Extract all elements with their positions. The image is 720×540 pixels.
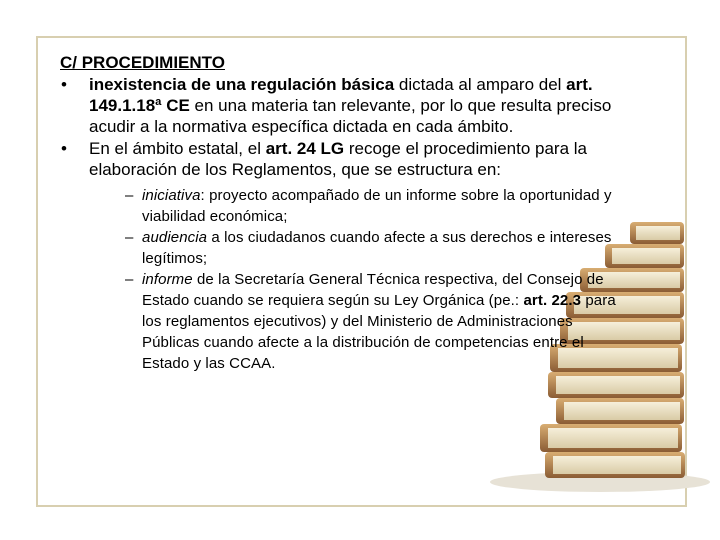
section-heading: C/ PROCEDIMIENTO (60, 53, 225, 72)
sub-item-bold-text: art. 22.3 (523, 292, 582, 309)
dash-marker: – (125, 271, 134, 288)
dash-marker: – (125, 229, 134, 246)
bullet-text: en una materia tan relevante, por lo que resulta preciso acudir a la normativa específica dictada en cada ámbito. (89, 96, 612, 136)
sub-item-text: a los ciudadanos cuando afecte a sus derechos e intereses legítimos; (142, 229, 612, 267)
bullet-bold-text: art. 149.1.18ª CE (89, 75, 593, 115)
bullet-item (60, 138, 620, 180)
sub-item-term: iniciativa (142, 187, 201, 204)
dash-marker: – (125, 187, 134, 204)
bullet-bold-text: inexistencia de una regulación básica (89, 75, 395, 94)
sub-item (120, 185, 620, 227)
sub-item-text: de la Secretaría General Técnica respectiva, del Consejo de Estado cuando se requiera según su Ley Orgánica (pe.: (142, 271, 604, 309)
bullet-marker: • (61, 75, 67, 94)
bullet-text: En el ámbito estatal, el (89, 139, 266, 158)
sub-item-term: informe (142, 271, 193, 288)
sub-item (120, 269, 620, 374)
bullet-item (60, 74, 620, 137)
bullet-marker: • (61, 139, 67, 158)
sub-item-term: audiencia (142, 229, 208, 246)
bullet-text: recoge el procedimiento para la elaboración de los Reglamentos, que se estructura en: (89, 139, 588, 179)
bullet-bold-text: art. 24 LG (265, 139, 345, 158)
slide-content (60, 52, 620, 374)
sub-item (120, 227, 620, 269)
sub-list (60, 185, 620, 374)
sub-item-text: para los reglamentos ejecutivos) y del Ministerio de Administraciones Públicas cuando afecte a la distribución de competencias entre el Estado y las CCAA. (142, 292, 616, 372)
bullet-text: dictada al amparo del (394, 75, 567, 94)
sub-item-text: : proyecto acompañado de un informe sobre la oportunidad y viabilidad económica; (142, 187, 612, 225)
